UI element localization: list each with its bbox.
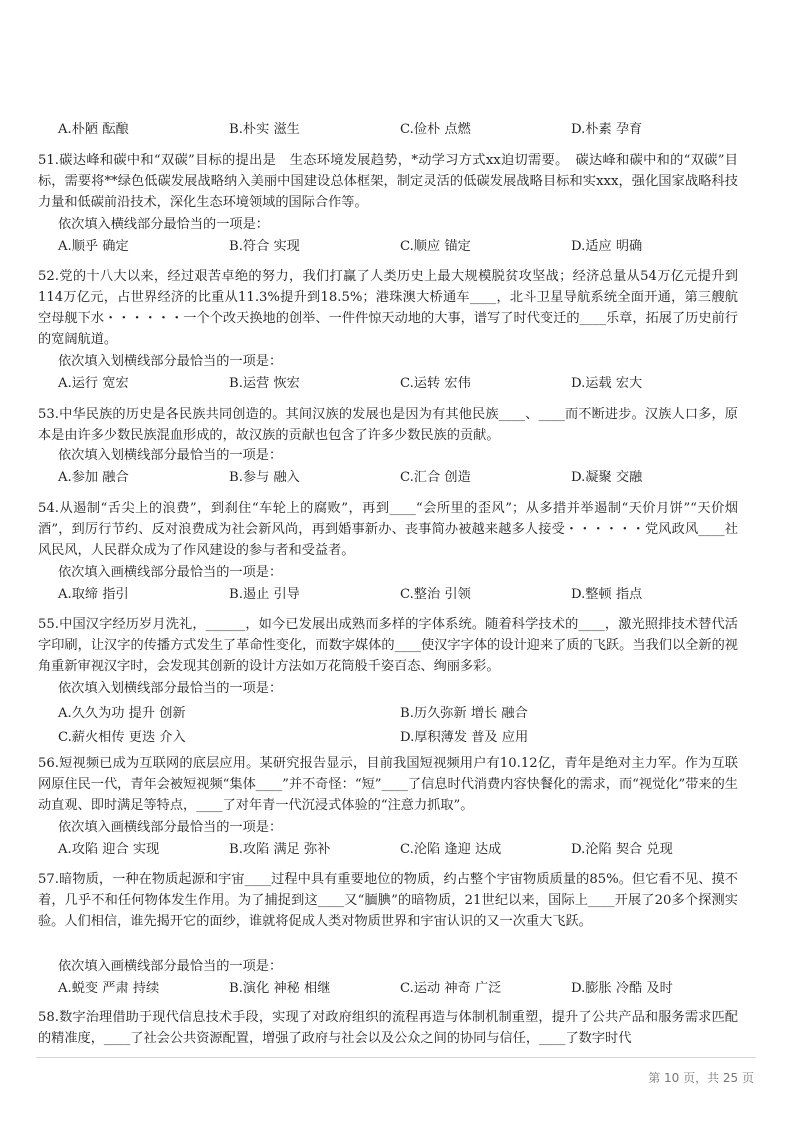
q53-option-a: A.参加 融合 — [58, 470, 129, 485]
q54-prompt: 依次填入画横线部分最恰当的一项是： — [58, 565, 283, 580]
q54-option-a: A.取缔 指引 — [58, 587, 129, 602]
q52-option-b: B.运营 恢宏 — [229, 376, 300, 391]
q50-option-a: A.朴陋 酝酿 — [58, 122, 129, 137]
question-56 — [38, 753, 738, 816]
question-stem: 从遏制“舌尖上的浪费”，到刹住“车轮上的腐败”，再到____“会所里的歪风”；从多措并举遏制“天价月饼”“天价烟酒”，到厉行节约、反对浪费成为社会新风尚，再到婚事新办、丧事简办被越来越多人接受・・・・・・党风政风____社风民风，人民群众成为了作风建设的参与者和受益者。 — [38, 501, 738, 558]
question-stem: 碳达峰和碳中和“双碳”目标的提出是 生态环境发展趋势，*动学习方式xx迫切需要。 碳达峰和碳中和的“双碳”目标，需要将**绿色低碳发展战略纳入美丽中国建设总体框架，制定灵活的低碳发展战略目标和实xxx，强化国家战略科技力量和低碳前沿技术，深化生态环境领域的国际合作等。 — [38, 153, 738, 210]
q52-option-d: D.运载 宏大 — [571, 376, 643, 391]
q51-options — [58, 237, 778, 257]
q55-option-a: A.久久为功 提升 创新 — [58, 706, 186, 721]
question-53 — [38, 404, 738, 446]
question-58 — [38, 1007, 738, 1049]
question-number: 52. — [38, 269, 59, 284]
question-stem: 中华民族的历史是各民族共同创造的。其间汉族的发展也是因为有其他民族____、____而不断进步。汉族人口多，原本是由许多少数民族混血形成的，故汉族的贡献也包含了许多少数民族的贡献。 — [38, 407, 738, 443]
q51-option-d: D.适应 明确 — [571, 239, 643, 254]
q56-option-b: B.攻陷 满足 弥补 — [229, 842, 331, 857]
q51-option-a: A.顺乎 确定 — [58, 239, 129, 254]
q56-prompt: 依次填入画横线部分最恰当的一项是： — [58, 820, 283, 835]
q50-option-c: C.俭朴 点燃 — [400, 122, 471, 137]
question-stem: 短视频已成为互联网的底层应用。某研究报告显示，目前我国短视频用户有10.12亿，青年是绝对主力军。作为互联网原住民一代，青年会被短视频“集体____”并不奇怪：“短”____了信息时代消费内容快餐化的需求，而“视觉化”带来的生动直观、即时满足等特点，____了对年青一代沉浸式体验的“注意力抓取”。 — [38, 756, 738, 813]
question-stem: 暗物质，一种在物质起源和宇宙____过程中具有重要地位的物质，约占整个宇宙物质质量的85%。但它看不见、摸不着，几乎不和任何物体发生作用。为了捕捉到这____又“腼腆”的暗物质，21世纪以来，国际上____开展了20多个探测实验。人们相信，谁先揭开它的面纱，谁就将促成人类对物质世界和宇宙认识的又一次重大飞跃。 — [38, 872, 738, 929]
q55-option-c: C.薪火相传 更迭 介入 — [58, 730, 186, 745]
q55-options — [58, 702, 778, 750]
q52-prompt: 依次填入划横线部分最恰当的一项是： — [58, 354, 283, 369]
question-number: 56. — [38, 756, 59, 771]
q53-option-c: C.汇合 创造 — [400, 470, 471, 485]
q53-option-b: B.参与 融入 — [229, 470, 300, 485]
footer-divider — [36, 1057, 756, 1058]
q56-option-a: A.攻陷 迎合 实现 — [58, 842, 160, 857]
question-52 — [38, 266, 738, 350]
q50-option-d: D.朴素 孕育 — [571, 122, 643, 137]
q57-option-c: C.运动 神奇 广泛 — [400, 981, 502, 996]
q57-options — [58, 979, 778, 999]
q50-options — [58, 120, 778, 140]
question-number: 57. — [38, 872, 59, 887]
q54-option-b: B.遏止 引导 — [229, 587, 300, 602]
q55-option-d: D.厚积薄发 普及 应用 — [400, 730, 529, 745]
q56-option-d: D.沦陷 契合 兑现 — [571, 842, 673, 857]
q52-option-c: C.运转 宏伟 — [400, 376, 471, 391]
q53-prompt: 依次填入划横线部分最恰当的一项是： — [58, 448, 283, 463]
q52-option-a: A.运行 宽宏 — [58, 376, 129, 391]
question-number: 58. — [38, 1010, 59, 1025]
question-55 — [38, 614, 738, 677]
question-stem: 党的十八大以来，经过艰苦卓绝的努力，我们打赢了人类历史上最大规模脱贫攻坚战；经济总量从54万亿元提升到114万亿元，占世界经济的比重从11.3%提升到18.5%；港珠澳大桥通车____，北斗卫星导航系统全面开通，第三艘航空母舰下水・・・・・・一个个改天换地的创举、一件件惊天动地的大事，谱写了时代变迁的____乐章，拓展了历史前行的宽阔航道。 — [38, 269, 738, 347]
q57-option-b: B.演化 神秘 相继 — [229, 981, 331, 996]
q57-prompt: 依次填入画横线部分最恰当的一项是： — [58, 959, 283, 974]
q56-options — [58, 840, 778, 860]
q54-options — [58, 585, 778, 605]
question-number: 54. — [38, 501, 59, 516]
q57-option-a: A.蜕变 严肃 持续 — [58, 981, 160, 996]
q54-option-d: D.整顿 指点 — [571, 587, 643, 602]
question-stem: 数字治理借助于现代信息技术手段，实现了对政府组织的流程再造与体制机制重塑，提升了公共产品和服务需求匹配的精准度，____了社会公共资源配置，增强了政府与社会以及公众之间的协同与信任，____了数字时代 — [38, 1010, 738, 1046]
q54-option-c: C.整治 引领 — [400, 587, 471, 602]
question-51 — [38, 150, 738, 213]
q57-option-d: D.膨胀 冷酷 及时 — [571, 981, 673, 996]
q55-option-b: B.历久弥新 增长 融合 — [400, 706, 528, 721]
question-number: 55. — [38, 617, 59, 632]
question-number: 53. — [38, 407, 59, 422]
question-57 — [38, 869, 738, 932]
q52-options — [58, 374, 778, 394]
question-number: 51. — [38, 153, 59, 168]
question-54 — [38, 498, 738, 561]
q55-prompt: 依次填入划横线部分最恰当的一项是： — [58, 681, 283, 696]
q53-option-d: D.凝聚 交融 — [571, 470, 643, 485]
q51-option-c: C.顺应 锚定 — [400, 239, 471, 254]
q56-option-c: C.沦陷 逢迎 达成 — [400, 842, 502, 857]
q50-option-b: B.朴实 滋生 — [229, 122, 300, 137]
q51-option-b: B.符合 实现 — [229, 239, 300, 254]
page-number: 第 10 页，共 25 页 — [648, 1071, 754, 1085]
q51-prompt: 依次填入横线部分最恰当的一项是： — [58, 217, 269, 232]
q53-options — [58, 468, 778, 488]
question-stem: 中国汉字经历岁月洗礼，______，如今已发展出成熟而多样的字体系统。随着科学技术的____，激光照排技术替代活字印刷，让汉字的传播方式发生了革命性变化，而数字媒体的____使汉字字体的设计迎来了质的飞跃。当我们以全新的视角重新审视汉字时，会发现其创新的设计方法如万花筒般千姿百态、绚丽多彩。 — [38, 617, 738, 674]
